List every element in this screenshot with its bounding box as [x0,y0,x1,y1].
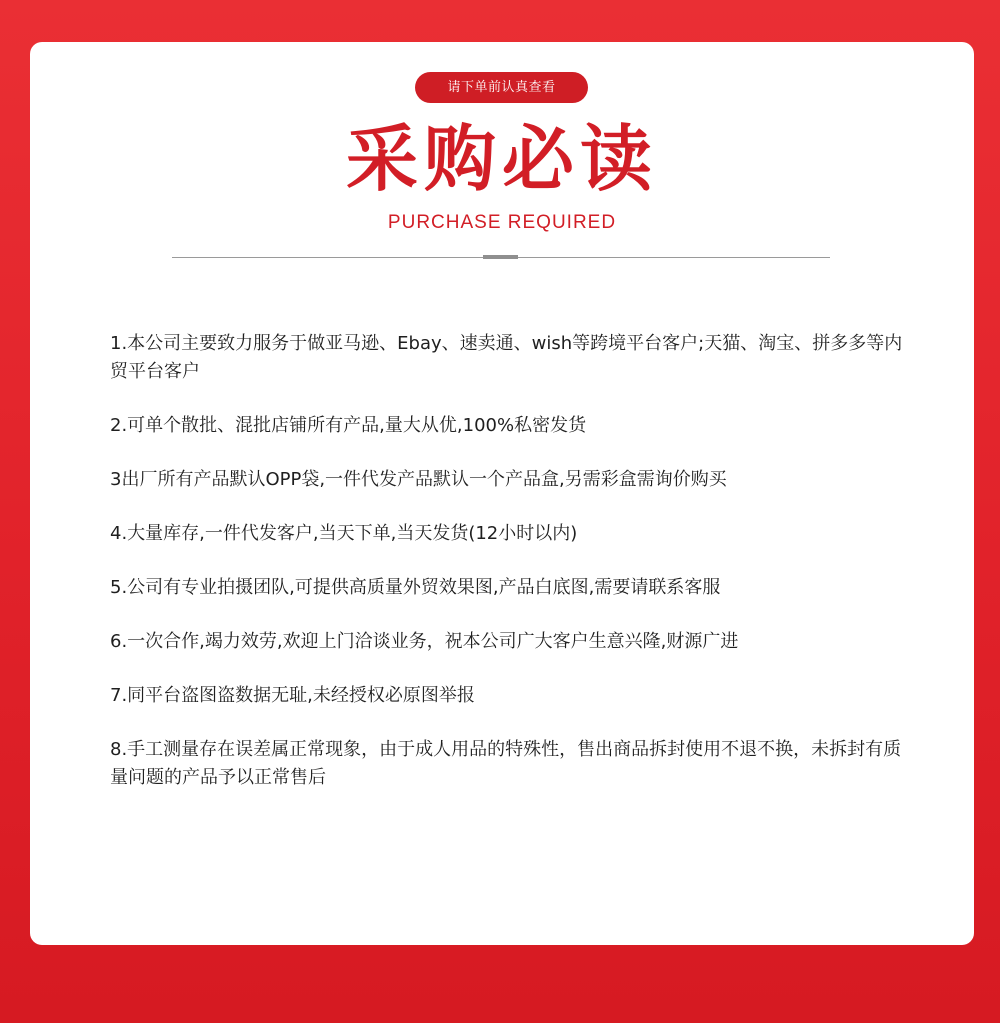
notice-item: 1.本公司主要致力服务于做亚马逊、Ebay、速卖通、wish等跨境平台客户;天猫、淘宝、拼多多等内贸平台客户 [110,333,903,382]
notice-item: 4.大量库存,一件代发客户,当天下单,当天发货(12小时以内) [110,523,578,544]
divider-mark [483,255,518,259]
notice-pill: 请下单前认真查看 [415,72,588,103]
notice-item: 2.可单个散批、混批店铺所有产品,量大从优,100%私密发货 [110,415,587,436]
notice-item: 5.公司有专业拍摄团队,可提供高质量外贸效果图,产品白底图,需要请联系客服 [110,577,721,598]
page-title: 采购必读 [345,117,658,201]
content-card [30,42,974,945]
notice-item: 7.同平台盗图盗数据无耻,未经授权必原图举报 [110,685,475,706]
notice-list [110,330,910,818]
page-subtitle: PURCHASE REQUIRED [387,212,617,233]
notice-item: 8.手工测量存在误差属正常现象，由于成人用品的特殊性，售出商品拆封使用不退不换，未拆封有质量问题的产品予以正常售后 [110,739,902,788]
notice-item: 3出厂所有产品默认OPP袋,一件代发产品默认一个产品盒,另需彩盒需询价购买 [110,469,727,490]
notice-item: 6.一次合作,竭力效劳,欢迎上门洽谈业务，祝本公司广大客户生意兴隆,财源广进 [110,631,739,652]
